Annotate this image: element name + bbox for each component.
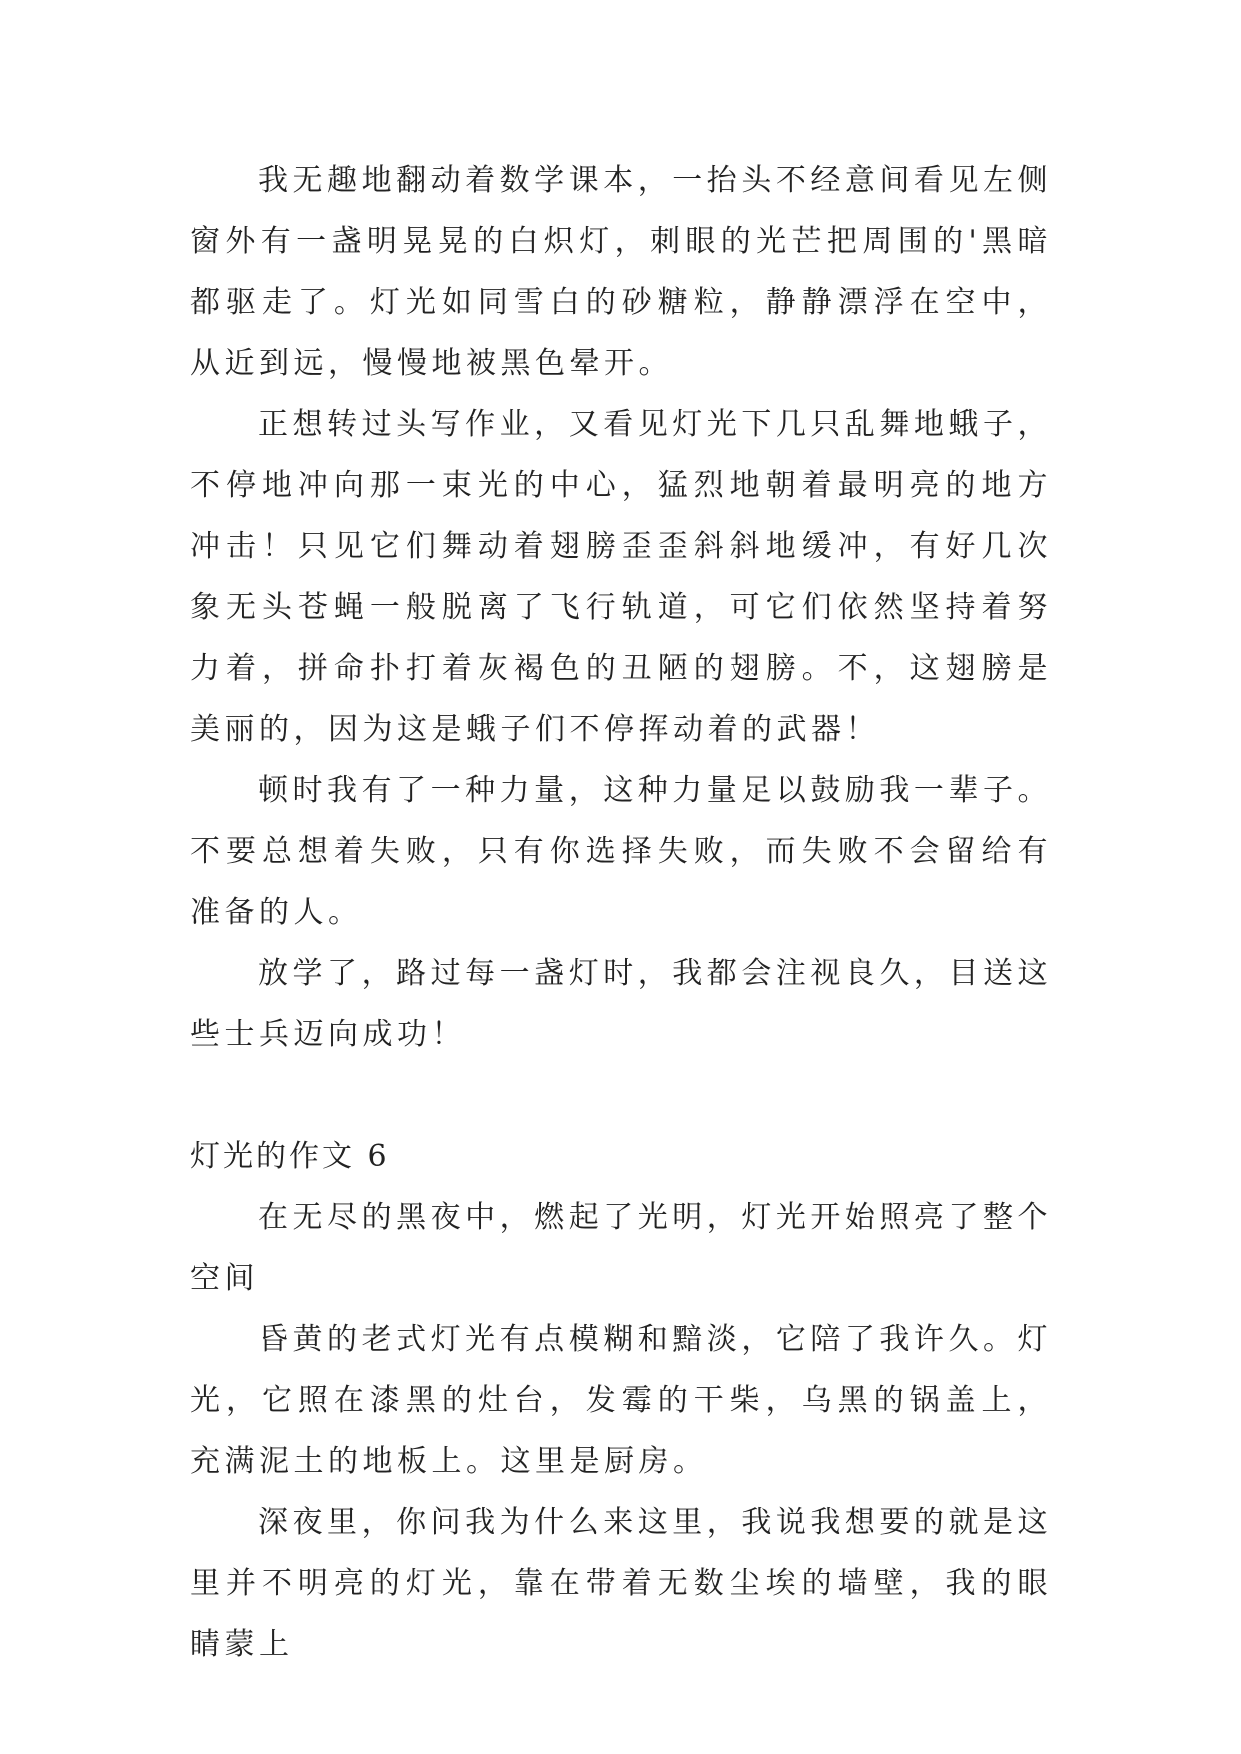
paragraph: 在无尽的黑夜中，燃起了光明，灯光开始照亮了整个空间 [190, 1200, 1052, 1296]
paragraph: 昏黄的老式灯光有点模糊和黯淡，它陪了我许久。灯光，它照在漆黑的灶台，发霉的干柴，乌黑的锅盖上，充满泥土的地板上。这里是厨房。 [190, 1322, 1052, 1479]
paragraph: 放学了，路过每一盏灯时，我都会注视良久，目送这些士兵迈向成功！ [190, 956, 1052, 1052]
paragraph: 深夜里，你问我为什么来这里，我说我想要的就是这里并不明亮的灯光，靠在带着无数尘埃的墙壁，我的眼睛蒙上 [190, 1505, 1052, 1662]
section-title: 灯光的作文 6 [190, 1139, 390, 1174]
paragraph: 正想转过头写作业，又看见灯光下几只乱舞地蛾子，不停地冲向那一束光的中心，猛烈地朝着最明亮的地方冲击！只见它们舞动着翅膀歪歪斜斜地缓冲，有好几次象无头苍蝇一般脱离了飞行轨道，可它们依然坚持着努力着，拼命扑打着灰褐色的丑陋的翅膀。不，这翅膀是美丽的，因为这是蛾子们不停挥动着的武器！ [190, 407, 1052, 747]
paragraph: 顿时我有了一种力量，这种力量足以鼓励我一辈子。不要总想着失败，只有你选择失败，而失败不会留给有准备的人。 [190, 773, 1052, 930]
paragraph: 我无趣地翻动着数学课本，一抬头不经意间看见左侧窗外有一盏明晃晃的白炽灯，刺眼的光芒把周围的'黑暗都驱走了。灯光如同雪白的砂糖粒，静静漂浮在空中，从近到远，慢慢地被黑色晕开。 [190, 163, 1052, 381]
document-body [190, 150, 1052, 1675]
